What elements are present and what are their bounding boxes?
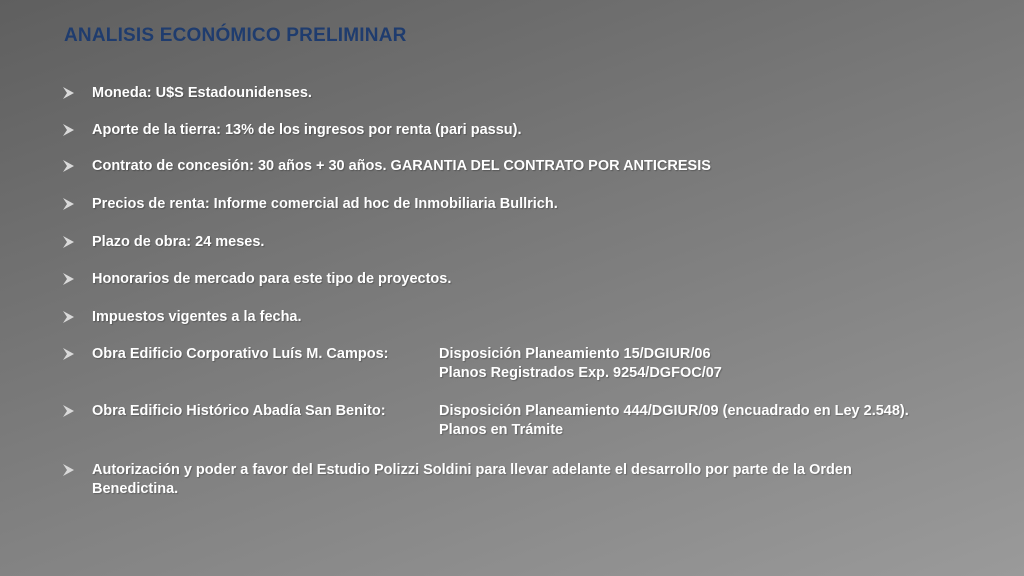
bullet-text: Aporte de la tierra: 13% de los ingresos por renta (pari passu). bbox=[92, 122, 522, 138]
arrow-bullet-icon bbox=[62, 310, 76, 324]
arrow-bullet-icon bbox=[62, 235, 76, 249]
arrow-bullet-icon bbox=[62, 463, 76, 477]
arrow-bullet-icon bbox=[62, 347, 76, 361]
arrow-bullet-icon bbox=[62, 159, 76, 173]
arrow-bullet-icon bbox=[62, 272, 76, 286]
bullet-text bbox=[92, 402, 1002, 440]
arrow-bullet-icon bbox=[62, 197, 76, 211]
arrow-bullet-icon bbox=[62, 404, 76, 418]
slide-title: ANALISIS ECONÓMICO PRELIMINAR bbox=[64, 25, 407, 46]
bullet-text: Contrato de concesión: 30 años + 30 años. GARANTIA DEL CONTRATO POR ANTICRESIS bbox=[92, 158, 711, 174]
arrow-bullet-icon bbox=[62, 86, 76, 100]
bullet-text bbox=[92, 345, 1002, 383]
building-label: Obra Edificio Corporativo Luís M. Campos: bbox=[92, 346, 389, 362]
disposition-text: Disposición Planeamiento 15/DGIUR/06 bbox=[439, 346, 711, 362]
plans-text: Planos en Trámite bbox=[439, 422, 564, 438]
plans-text: Planos Registrados Exp. 9254/DGFOC/07 bbox=[439, 365, 722, 381]
building-label: Obra Edificio Histórico Abadía San Benito: bbox=[92, 403, 386, 419]
arrow-bullet-icon bbox=[62, 123, 76, 137]
bullet-text: Honorarios de mercado para este tipo de proyectos. bbox=[92, 271, 452, 287]
bullet-text: Plazo de obra: 24 meses. bbox=[92, 234, 265, 250]
bullet-text: Precios de renta: Informe comercial ad hoc de Inmobiliaria Bullrich. bbox=[92, 196, 558, 212]
disposition-text: Disposición Planeamiento 444/DGIUR/09 (encuadrado en Ley 2.548). bbox=[439, 403, 909, 419]
bullet-text: Autorización y poder a favor del Estudio Polizzi Soldini para llevar adelante el desarrollo por parte de la Orden Benedictina. bbox=[92, 462, 852, 497]
bullet-text: Moneda: U$S Estadounidenses. bbox=[92, 85, 312, 101]
bullet-text: Impuestos vigentes a la fecha. bbox=[92, 309, 302, 325]
